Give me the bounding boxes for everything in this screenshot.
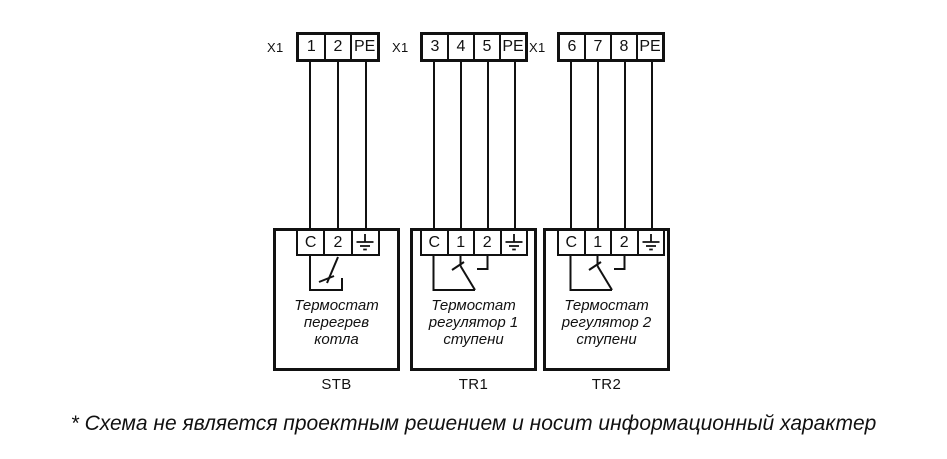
device-label-line: ступени	[443, 331, 504, 348]
wire	[651, 61, 653, 230]
disclaimer-footnote: * Схема не является проектным решением и носит информационный характер	[70, 412, 877, 435]
terminal-block-stb	[296, 32, 380, 62]
device-label-line: регулятор 2	[561, 314, 652, 331]
device-label-line: Термостат	[294, 297, 379, 314]
terminal-cell	[423, 35, 447, 59]
terminal-label: 4	[456, 38, 466, 55]
switch-symbol-stb	[296, 256, 380, 294]
device-label-tr2	[547, 297, 666, 348]
device-terminal-cell-ground	[637, 231, 664, 254]
earth-ground-icon	[640, 233, 662, 253]
device-terminal-cell	[422, 231, 447, 254]
device-code-tr2: TR2	[591, 376, 622, 393]
terminal-cell	[584, 35, 610, 59]
terminal-label: 3	[430, 38, 440, 55]
terminal-cell	[299, 35, 324, 59]
earth-ground-icon	[503, 233, 525, 253]
wire	[570, 61, 572, 230]
terminal-label: PE	[639, 38, 661, 55]
terminal-label: PE	[354, 38, 376, 55]
device-terminal-label: C	[428, 233, 441, 251]
wire	[337, 61, 339, 230]
device-terminals-stb	[296, 229, 380, 256]
device-terminal-label: 2	[619, 233, 629, 251]
terminal-cell	[324, 35, 351, 59]
device-label-line: регулятор 1	[428, 314, 519, 331]
switch-symbol-tr1	[420, 256, 528, 294]
terminal-cell	[560, 35, 584, 59]
device-terminal-cell	[584, 231, 611, 254]
connector-label-x1-tr2: X1	[529, 40, 546, 55]
device-terminal-cell	[559, 231, 584, 254]
terminal-label: 8	[619, 38, 629, 55]
device-terminal-label: 1	[456, 233, 466, 251]
terminal-cell-pe	[499, 35, 525, 59]
device-label-line: котла	[314, 331, 359, 348]
terminal-label: 7	[593, 38, 603, 55]
device-terminals-tr2	[557, 229, 665, 256]
earth-ground-icon	[354, 233, 376, 253]
wire	[365, 61, 367, 230]
terminal-cell	[473, 35, 499, 59]
device-terminal-cell	[298, 231, 323, 254]
device-terminal-cell-ground	[500, 231, 527, 254]
connector-label-x1-stb: X1	[267, 40, 284, 55]
device-label-line: ступени	[576, 331, 637, 348]
terminal-label: 2	[333, 38, 343, 55]
wire	[460, 61, 462, 230]
device-terminal-cell	[447, 231, 474, 254]
device-terminal-cell-ground	[351, 231, 378, 254]
terminal-label: PE	[502, 38, 524, 55]
device-label-line: перегрев	[303, 314, 370, 331]
device-label-tr1	[414, 297, 533, 348]
device-terminal-label: 1	[593, 233, 603, 251]
terminal-cell	[447, 35, 473, 59]
device-terminal-cell	[473, 231, 500, 254]
device-label-line: Термостат	[564, 297, 649, 314]
device-terminals-tr1	[420, 229, 528, 256]
terminal-label: 5	[482, 38, 492, 55]
device-terminal-label: 2	[482, 233, 492, 251]
device-code-stb: STB	[321, 376, 352, 393]
wire	[487, 61, 489, 230]
terminal-cell-pe	[636, 35, 662, 59]
device-terminal-label: C	[304, 233, 317, 251]
terminal-block-tr2	[557, 32, 665, 62]
device-code-tr1: TR1	[458, 376, 489, 393]
device-terminal-cell	[323, 231, 350, 254]
wire	[433, 61, 435, 230]
device-terminal-cell	[610, 231, 637, 254]
terminal-cell	[610, 35, 636, 59]
wire	[624, 61, 626, 230]
wire	[597, 61, 599, 230]
device-terminal-label: C	[565, 233, 578, 251]
terminal-cell-pe	[350, 35, 377, 59]
terminal-label: 6	[567, 38, 577, 55]
wire	[309, 61, 311, 230]
connector-label-x1-tr1: X1	[392, 40, 409, 55]
switch-symbol-tr2	[557, 256, 665, 294]
terminal-block-tr1	[420, 32, 528, 62]
wire	[514, 61, 516, 230]
terminal-label: 1	[306, 38, 316, 55]
device-terminal-label: 2	[333, 233, 343, 251]
device-label-line: Термостат	[431, 297, 516, 314]
device-label-stb	[277, 297, 396, 348]
